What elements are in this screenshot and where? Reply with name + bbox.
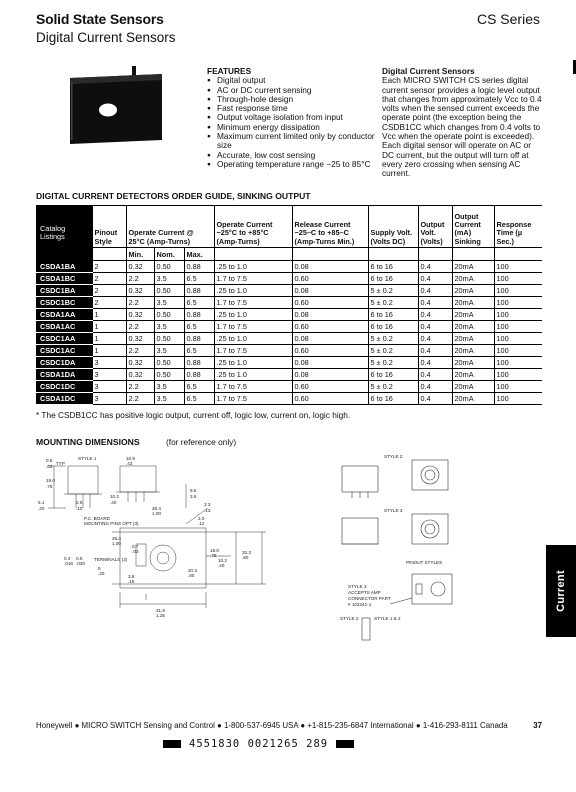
subheader-min: Min. <box>126 248 154 261</box>
col-header-pinout: Pinout Style <box>92 206 126 248</box>
style3-note: STYLE 3 <box>348 584 367 589</box>
cell-min: 2.2 <box>126 273 154 285</box>
table-row <box>36 357 542 369</box>
cell-rel: 0.60 <box>292 273 368 285</box>
cell-oc: 20mA <box>452 357 494 369</box>
order-guide-table <box>36 205 542 405</box>
table-row <box>36 261 542 273</box>
order-guide-title: DIGITAL CURRENT DETECTORS ORDER GUIDE, SINKING OUTPUT <box>36 191 311 201</box>
style-pin-label: STYLE 1 & 2 <box>374 616 401 621</box>
col-header-catalog: Catalog Listings <box>36 206 92 261</box>
table-row <box>36 333 542 345</box>
cell-cat: CSDA1BC <box>36 273 92 285</box>
cell-ov: 0.4 <box>418 357 452 369</box>
table-row <box>36 369 542 381</box>
cell-min: 0.32 <box>126 357 154 369</box>
cell-oc: 20mA <box>452 381 494 393</box>
dim-label: 25.4 <box>112 536 121 541</box>
cell-range: .25 to 1.0 <box>214 309 292 321</box>
cell-oc: 20mA <box>452 261 494 273</box>
cell-nom: 3.5 <box>154 345 184 357</box>
cell-ov: 0.4 <box>418 309 452 321</box>
table-subheader-row <box>36 248 542 261</box>
dim-label: .03 <box>132 549 139 554</box>
mounting-note: (for reference only) <box>166 437 237 447</box>
table-row <box>36 393 542 405</box>
dim-label: 3.8 <box>190 494 197 499</box>
cell-supply: 5 ± 0.2 <box>368 345 418 357</box>
dim-label: 10.2 <box>218 558 227 563</box>
cell-rel: 0.08 <box>292 333 368 345</box>
mounting-pins-label: MOUNTING PINS OPT (3) <box>84 521 139 526</box>
dim-label: .40 <box>218 563 225 568</box>
cell-max: 0.88 <box>184 309 214 321</box>
dim-label: 10.9 <box>126 456 135 461</box>
cell-supply: 5 ± 0.2 <box>368 357 418 369</box>
col-header-response: Response Time (µ Sec.) <box>494 206 542 248</box>
dim-label: 9.5 <box>190 488 197 493</box>
cell-cat: CSDA1AC <box>36 321 92 333</box>
print-code-text: 4551830 0021265 289 <box>189 738 329 750</box>
feature-item: ● Fast response time <box>207 104 375 113</box>
cell-nom: 0.50 <box>154 309 184 321</box>
cell-rt: 100 <box>494 285 542 297</box>
series-label: CS Series <box>476 11 540 27</box>
dim-label: TYP <box>56 461 65 466</box>
cell-min: 0.32 <box>126 261 154 273</box>
cell-cat: CSDC1DA <box>36 357 92 369</box>
feature-item: ● Operating temperature range −25 to 85°C <box>207 160 375 169</box>
features-section <box>207 67 375 169</box>
cell-ov: 0.4 <box>418 297 452 309</box>
cell-supply: 6 to 16 <box>368 309 418 321</box>
cell-min: 2.2 <box>126 381 154 393</box>
cell-rel: 0.60 <box>292 393 368 405</box>
cell-oc: 20mA <box>452 369 494 381</box>
cell-rt: 100 <box>494 393 542 405</box>
dim-label: .13 <box>204 508 211 513</box>
cell-max: 6.5 <box>184 273 214 285</box>
style3-label: STYLE 3 <box>384 508 403 513</box>
dim-label: 10.2 <box>110 494 119 499</box>
cell-pin: 2 <box>92 261 126 273</box>
cell-range: 1.7 to 7.5 <box>214 381 292 393</box>
col-header-supply: Supply Volt. (Volts DC) <box>368 206 418 248</box>
dim-label: 0.7 <box>132 544 139 549</box>
cell-pin: 2 <box>92 297 126 309</box>
table-header-row <box>36 206 542 248</box>
dim-label: 3.0 <box>198 516 205 521</box>
features-list <box>207 76 375 169</box>
feature-item: ● Through-hole design <box>207 95 375 104</box>
dim-label: .80 <box>188 573 195 578</box>
dim-label: 0.5 <box>76 556 83 561</box>
feature-item: ● AC or DC current sensing <box>207 86 375 95</box>
cell-min: 2.2 <box>126 297 154 309</box>
feature-item: ● Minimum energy dissipation <box>207 123 375 132</box>
cell-max: 6.5 <box>184 381 214 393</box>
cell-cat: CSDC1BC <box>36 297 92 309</box>
cell-min: 0.32 <box>126 309 154 321</box>
style2-label: STYLE 2 <box>384 454 403 459</box>
dim-label: 20.3 <box>242 550 251 555</box>
table-row <box>36 321 542 333</box>
cell-oc: 20mA <box>452 321 494 333</box>
cell-range: 1.7 to 7.5 <box>214 345 292 357</box>
table-row <box>36 297 542 309</box>
col-header-release: Release Current −25–C to +85–C (Amp-Turns Min.) <box>292 206 368 248</box>
cell-oc: 20mA <box>452 333 494 345</box>
subheader-max: Max. <box>184 248 214 261</box>
pc-board-label: P.C. BOARD <box>84 516 110 521</box>
dim-label: .10 <box>76 506 83 511</box>
cell-rt: 100 <box>494 369 542 381</box>
print-code <box>163 738 354 750</box>
dim-label: .12 <box>198 521 205 526</box>
cell-nom: 3.5 <box>154 393 184 405</box>
page-number: 37 <box>533 721 542 730</box>
cell-supply: 5 ± 0.2 <box>368 297 418 309</box>
cell-rel: 0.08 <box>292 357 368 369</box>
cell-supply: 6 to 16 <box>368 321 418 333</box>
subheader-empty <box>452 248 494 261</box>
style3-note: CONNECTOR PART <box>348 596 391 601</box>
cell-nom: 0.50 <box>154 333 184 345</box>
cell-nom: 0.50 <box>154 285 184 297</box>
dim-label: .80 <box>242 555 249 560</box>
cell-cat: CSDC1BA <box>36 285 92 297</box>
dim-label: .20 <box>98 571 105 576</box>
feature-item: ● Digital output <box>207 76 375 85</box>
mounting-dimensions-drawing <box>36 448 380 632</box>
dim-label: .02 <box>46 464 53 469</box>
col-header-output-volt: Output Volt. (Volts) <box>418 206 452 248</box>
subheader-empty <box>418 248 452 261</box>
cell-max: 0.88 <box>184 285 214 297</box>
cell-range: 1.7 to 7.5 <box>214 273 292 285</box>
cell-rel: 0.08 <box>292 261 368 273</box>
page-subtitle: Digital Current Sensors <box>36 30 176 45</box>
col-header-operate-25: Operate Current @ 25°C (Amp-Turns) <box>126 206 214 248</box>
dim-label: 1.25 <box>156 613 165 618</box>
cell-rel: 0.60 <box>292 321 368 333</box>
terminals-label: TERMINALS (3) <box>94 557 128 562</box>
cell-range: 1.7 to 7.5 <box>214 321 292 333</box>
current-tab-label: Current <box>555 570 568 612</box>
cell-supply: 5 ± 0.2 <box>368 333 418 345</box>
cell-min: 2.2 <box>126 393 154 405</box>
description-section <box>382 67 544 179</box>
cell-max: 0.88 <box>184 357 214 369</box>
cell-cat: CSDA1BA <box>36 261 92 273</box>
order-guide-body <box>36 261 542 405</box>
cell-rt: 100 <box>494 321 542 333</box>
dim-label: .016 <box>64 561 73 566</box>
dim-label: 5.1 <box>38 500 45 505</box>
cell-max: 6.5 <box>184 297 214 309</box>
cell-nom: 3.5 <box>154 321 184 333</box>
subheader-empty <box>214 248 292 261</box>
subheader-empty <box>368 248 418 261</box>
dim-label: 0.4 <box>64 556 71 561</box>
feature-item: ● Maximum current limited only by conductor size <box>207 132 375 151</box>
cell-cat: CSDA1DA <box>36 369 92 381</box>
cell-oc: 20mA <box>452 345 494 357</box>
cell-rt: 100 <box>494 273 542 285</box>
cell-oc: 20mA <box>452 285 494 297</box>
cell-pin: 2 <box>92 285 126 297</box>
dim-label: .20 <box>38 506 45 511</box>
table-row <box>36 309 542 321</box>
cell-nom: 3.5 <box>154 273 184 285</box>
cell-rt: 100 <box>494 333 542 345</box>
dim-label: 20.3 <box>188 568 197 573</box>
cell-range: .25 to 1.0 <box>214 285 292 297</box>
cell-rt: 100 <box>494 297 542 309</box>
dim-label: 2.5 <box>76 500 83 505</box>
cell-nom: 0.50 <box>154 369 184 381</box>
cell-min: 2.2 <box>126 321 154 333</box>
cell-ov: 0.4 <box>418 369 452 381</box>
cell-cat: CSDC1DC <box>36 381 92 393</box>
table-row <box>36 381 542 393</box>
cell-cat: CSDA1AA <box>36 309 92 321</box>
cell-range: .25 to 1.0 <box>214 357 292 369</box>
col-header-output-current: Output Current (mA) Sinking <box>452 206 494 248</box>
cell-max: 0.88 <box>184 369 214 381</box>
cell-pin: 1 <box>92 345 126 357</box>
cell-rel: 0.08 <box>292 285 368 297</box>
cell-ov: 0.4 <box>418 321 452 333</box>
dim-label: .020 <box>76 561 85 566</box>
cell-rt: 100 <box>494 357 542 369</box>
dim-label: .43 <box>126 461 133 466</box>
cell-nom: 3.5 <box>154 381 184 393</box>
print-block <box>163 740 181 748</box>
cell-ov: 0.4 <box>418 333 452 345</box>
description-body: Each MICRO SWITCH CS series digital current sensor provides a logic level output that changes from approximately Vcc to 0.4 volts when the sensed current exceeds the operate point (the exception being the CSDB1CC which changes from 0.4 volts to Vcc when the operate point is exceeded). Each digital sensor will operate on AC or DC current, but the output will turn off at every zero crossing when sensing AC current. <box>382 75 542 179</box>
cell-range: 1.7 to 7.5 <box>214 297 292 309</box>
cell-range: 1.7 to 7.5 <box>214 393 292 405</box>
pinout-styles-drawing <box>330 446 542 652</box>
cell-max: 0.88 <box>184 333 214 345</box>
cell-rt: 100 <box>494 381 542 393</box>
cell-min: 0.32 <box>126 369 154 381</box>
subheader-empty <box>292 248 368 261</box>
cell-nom: 3.5 <box>154 297 184 309</box>
cell-nom: 0.50 <box>154 261 184 273</box>
cell-pin: 1 <box>92 333 126 345</box>
cell-pin: 2 <box>92 273 126 285</box>
subheader-empty <box>92 248 126 261</box>
dim-label: .75 <box>210 553 217 558</box>
cell-ov: 0.4 <box>418 285 452 297</box>
cell-range: .25 to 1.0 <box>214 333 292 345</box>
dim-label: .40 <box>110 500 117 505</box>
sensor-product-photo <box>66 66 168 148</box>
cell-oc: 20mA <box>452 393 494 405</box>
cell-max: 6.5 <box>184 393 214 405</box>
cell-ov: 0.4 <box>418 261 452 273</box>
subheader-empty <box>494 248 542 261</box>
cell-min: 0.32 <box>126 285 154 297</box>
subheader-nom: Nom. <box>154 248 184 261</box>
dim-label: 19.0 <box>46 478 55 483</box>
footer-contact: Honeywell ● MICRO SWITCH Sensing and Control ● 1-800-537-6945 USA ● +1-815-235-6847 International ● 1-416-293-8111 Canada <box>36 721 508 730</box>
style-pin-label: STYLE 2 <box>340 616 359 621</box>
cell-supply: 5 ± 0.2 <box>368 381 418 393</box>
dim-label: .75 <box>46 484 53 489</box>
cell-oc: 20mA <box>452 309 494 321</box>
cell-rel: 0.60 <box>292 345 368 357</box>
cell-pin: 3 <box>92 381 126 393</box>
feature-item: ● Output voltage isolation from input <box>207 113 375 122</box>
print-block <box>336 740 354 748</box>
cell-ov: 0.4 <box>418 345 452 357</box>
cell-range: .25 to 1.0 <box>214 261 292 273</box>
cell-max: 6.5 <box>184 345 214 357</box>
features-heading: FEATURES <box>207 66 252 76</box>
dim-label: 25.4 <box>152 506 161 511</box>
feature-item: ● Accurate, low cost sensing <box>207 151 375 160</box>
dim-label: 1.00 <box>152 511 161 516</box>
cell-supply: 6 to 16 <box>368 369 418 381</box>
current-section-tab[interactable] <box>546 545 576 637</box>
col-header-operate-range: Operate Current −25°C to +85°C (Amp-Turns) <box>214 206 292 248</box>
footer <box>36 721 542 730</box>
cell-rel: 0.08 <box>292 369 368 381</box>
cell-cat: CSDC1AC <box>36 345 92 357</box>
table-row <box>36 345 542 357</box>
style1-label: STYLE 1 <box>78 456 97 461</box>
cell-cat: CSDC1AA <box>36 333 92 345</box>
cell-pin: 3 <box>92 393 126 405</box>
cell-rt: 100 <box>494 261 542 273</box>
table-row <box>36 285 542 297</box>
cell-cat: CSDA1DC <box>36 393 92 405</box>
cell-supply: 6 to 16 <box>368 261 418 273</box>
dim-label: .15 <box>128 579 135 584</box>
cell-rel: 0.60 <box>292 381 368 393</box>
cell-ov: 0.4 <box>418 273 452 285</box>
page-title: Solid State Sensors <box>36 11 164 27</box>
cell-rel: 0.08 <box>292 309 368 321</box>
style3-note: # 102241-1 <box>348 602 372 607</box>
cell-supply: 5 ± 0.2 <box>368 285 418 297</box>
cell-min: 2.2 <box>126 345 154 357</box>
mounting-title: MOUNTING DIMENSIONS <box>36 437 140 447</box>
dim-label: 19.0 <box>210 548 219 553</box>
cell-pin: 1 <box>92 309 126 321</box>
cell-pin: 3 <box>92 357 126 369</box>
dim-label: 3.3 <box>204 502 211 507</box>
cell-rt: 100 <box>494 345 542 357</box>
style3-note: ACCEPTS AMP <box>348 590 381 595</box>
dim-label: 31.8 <box>156 608 165 613</box>
cell-pin: 1 <box>92 321 126 333</box>
cell-pin: 3 <box>92 369 126 381</box>
cell-range: .25 to 1.0 <box>214 369 292 381</box>
cell-ov: 0.4 <box>418 393 452 405</box>
cell-max: 0.88 <box>184 261 214 273</box>
description-heading: Digital Current Sensors <box>382 66 475 76</box>
cell-rel: 0.60 <box>292 297 368 309</box>
dim-label: 0.5 <box>46 458 53 463</box>
pinout-styles-label: PINOUT STYLES <box>406 560 443 565</box>
cell-supply: 6 to 16 <box>368 393 418 405</box>
cell-max: 6.5 <box>184 321 214 333</box>
cell-nom: 0.50 <box>154 357 184 369</box>
cell-supply: 6 to 16 <box>368 273 418 285</box>
table-row <box>36 273 542 285</box>
dim-label: 1.00 <box>112 541 121 546</box>
cell-rt: 100 <box>494 309 542 321</box>
dim-label: 3.8 <box>128 574 135 579</box>
cell-ov: 0.4 <box>418 381 452 393</box>
table-footnote: * The CSDB1CC has positive logic output, current off, logic low, current on, logic high. <box>36 410 351 420</box>
dim-label: 5 <box>98 566 101 571</box>
cell-oc: 20mA <box>452 297 494 309</box>
cell-min: 0.32 <box>126 333 154 345</box>
cell-oc: 20mA <box>452 273 494 285</box>
